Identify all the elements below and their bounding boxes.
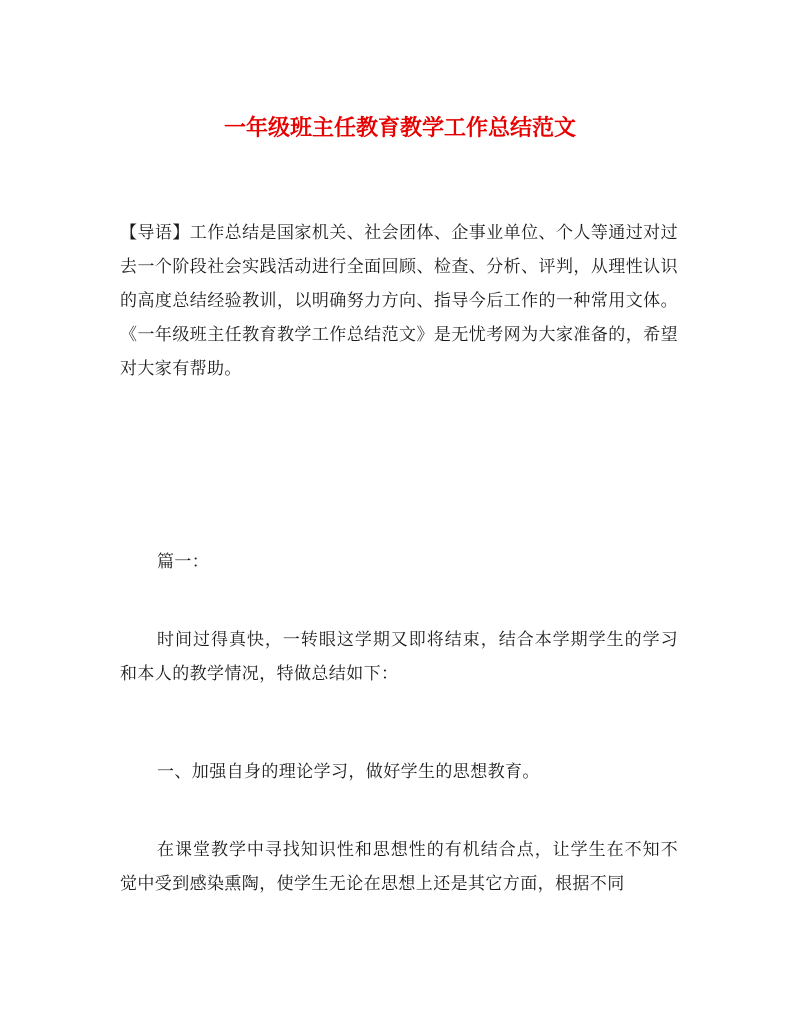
intro-paragraph: 【导语】工作总结是国家机关、社会团体、企事业单位、个人等通过对过去一个阶段社会实践活动进行全面回顾、检查、分析、评判，从理性认识的高度总结经验教训，以明确努力方向、指导今后工作的一种常用文体。《一年级班主任教育教学工作总结范文》是无忧考网为大家准备的，希望对大家有帮助。 bbox=[120, 223, 678, 379]
section-heading-1: 一、加强自身的理论学习，做好学生的思想教育。 bbox=[157, 762, 540, 782]
paragraph-1: 时间过得真快，一转眼这学期又即将结束，结合本学期学生的学习和本人的教学情况，特做总结如下： bbox=[120, 630, 678, 684]
part-label: 篇一： bbox=[157, 552, 210, 572]
paragraph-2: 在课堂教学中寻找知识性和思想性的有机结合点，让学生在不知不觉中受到感染熏陶，使学生无论在思想上还是其它方面，根据不同 bbox=[120, 840, 678, 894]
document-title: 一年级班主任教育教学工作总结范文 bbox=[223, 115, 576, 141]
